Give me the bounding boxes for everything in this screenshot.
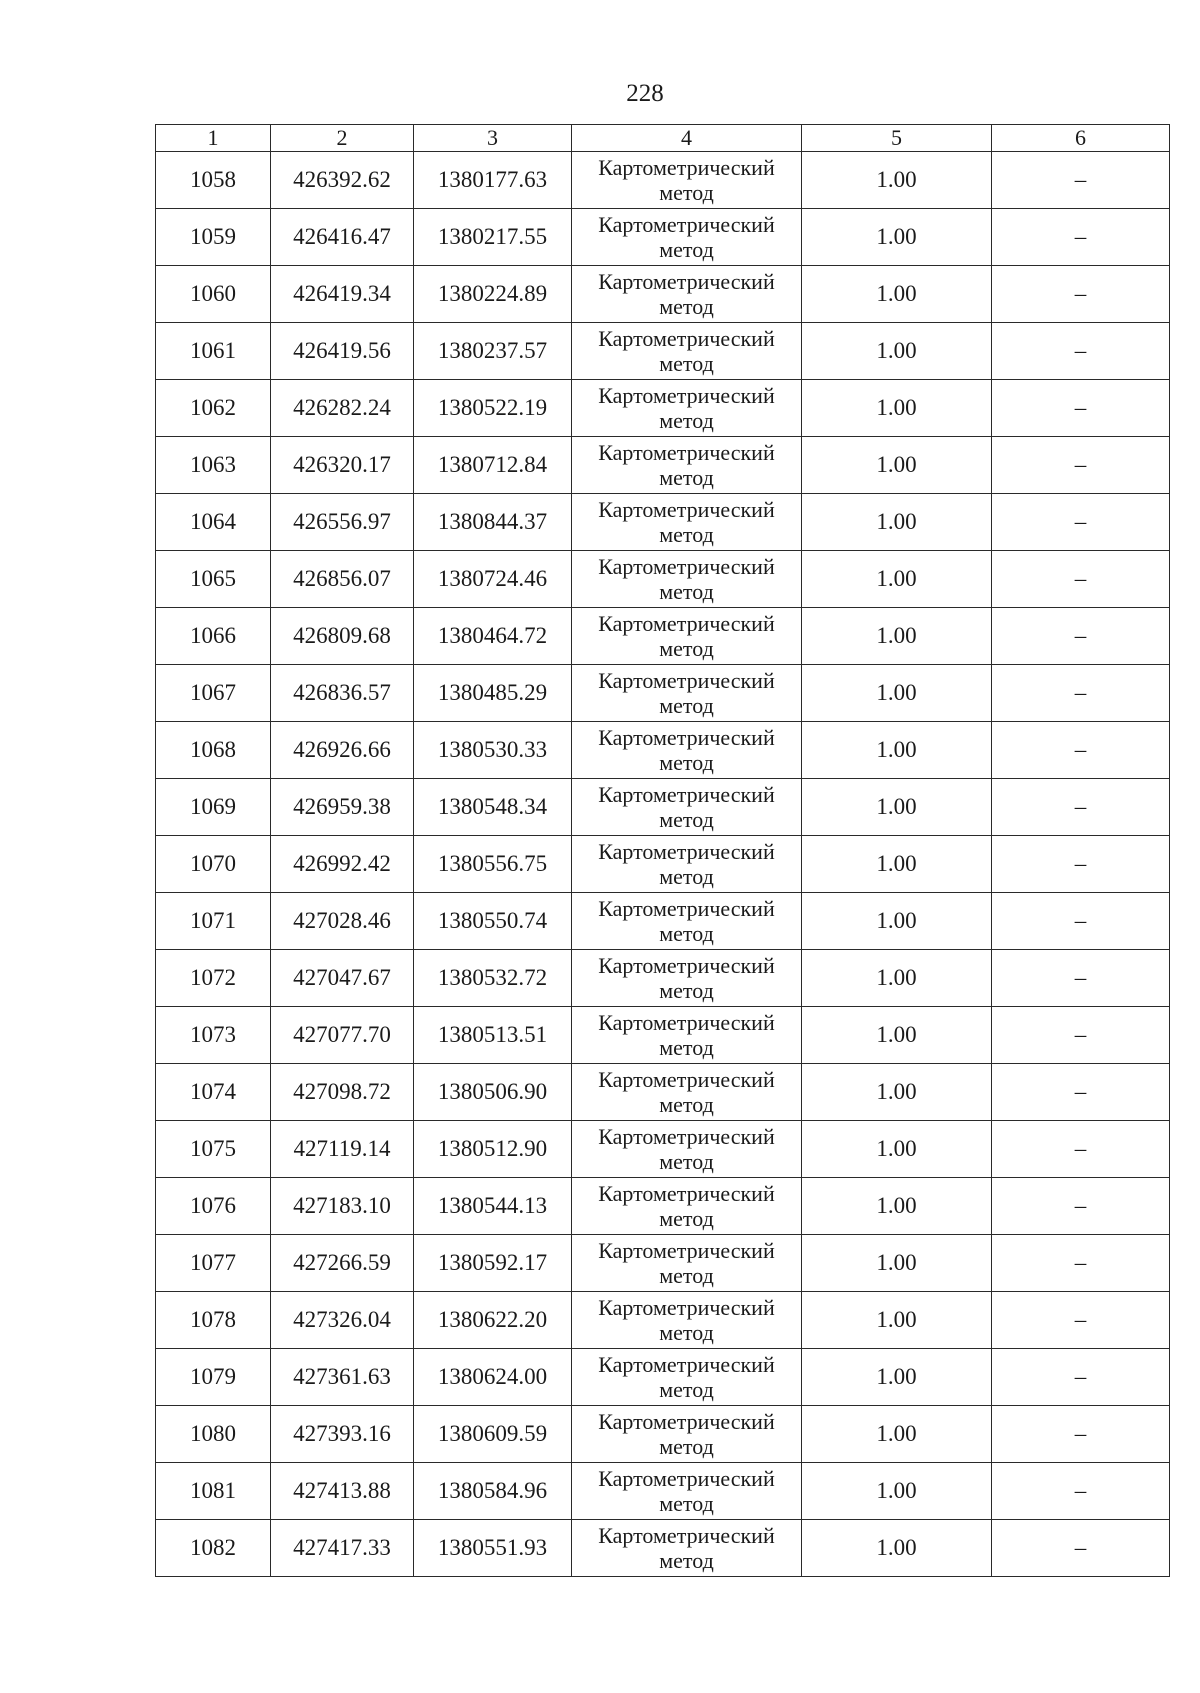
y-coordinate-cell: 1380592.17: [414, 1235, 572, 1292]
method-cell: [572, 152, 802, 209]
point-number-cell: 1072: [156, 950, 271, 1007]
point-number-cell: 1060: [156, 266, 271, 323]
note-cell: –: [992, 779, 1170, 836]
point-number-cell: 1068: [156, 722, 271, 779]
y-coordinate-cell: 1380584.96: [414, 1463, 572, 1520]
method-line-1: Картометрический: [598, 554, 775, 579]
y-coordinate-cell: 1380224.89: [414, 266, 572, 323]
note-cell: –: [992, 1520, 1170, 1577]
note-cell: –: [992, 323, 1170, 380]
note-cell: –: [992, 1235, 1170, 1292]
table-row: [156, 1235, 1170, 1292]
column-header: 4: [572, 125, 802, 152]
point-number-cell: 1065: [156, 551, 271, 608]
point-number-cell: 1069: [156, 779, 271, 836]
y-coordinate-cell: 1380551.93: [414, 1520, 572, 1577]
accuracy-cell: 1.00: [802, 665, 992, 722]
method-line-2: метод: [659, 750, 714, 775]
column-header: 2: [271, 125, 414, 152]
method-line-2: метод: [659, 1035, 714, 1060]
method-cell: [572, 893, 802, 950]
x-coordinate-cell: 426419.34: [271, 266, 414, 323]
method-line-2: метод: [659, 1320, 714, 1345]
note-cell: –: [992, 437, 1170, 494]
table-row: [156, 1064, 1170, 1121]
x-coordinate-cell: 426419.56: [271, 323, 414, 380]
method-line-1: Картометрический: [598, 668, 775, 693]
x-coordinate-cell: 427326.04: [271, 1292, 414, 1349]
accuracy-cell: 1.00: [802, 836, 992, 893]
table-row: [156, 380, 1170, 437]
table-row: [156, 836, 1170, 893]
accuracy-cell: 1.00: [802, 380, 992, 437]
note-cell: –: [992, 950, 1170, 1007]
point-number-cell: 1061: [156, 323, 271, 380]
point-number-cell: 1078: [156, 1292, 271, 1349]
method-cell: [572, 380, 802, 437]
method-line-1: Картометрический: [598, 1523, 775, 1548]
x-coordinate-cell: 426392.62: [271, 152, 414, 209]
method-line-1: Картометрический: [598, 1010, 775, 1035]
method-line-1: Картометрический: [598, 725, 775, 750]
method-cell: [572, 836, 802, 893]
note-cell: –: [992, 1292, 1170, 1349]
accuracy-cell: 1.00: [802, 1064, 992, 1121]
method-cell: [572, 1064, 802, 1121]
accuracy-cell: 1.00: [802, 266, 992, 323]
method-cell: [572, 722, 802, 779]
method-line-1: Картометрический: [598, 1295, 775, 1320]
method-cell: [572, 209, 802, 266]
note-cell: –: [992, 1064, 1170, 1121]
y-coordinate-cell: 1380512.90: [414, 1121, 572, 1178]
method-line-1: Картометрический: [598, 839, 775, 864]
point-number-cell: 1079: [156, 1349, 271, 1406]
y-coordinate-cell: 1380530.33: [414, 722, 572, 779]
point-number-cell: 1071: [156, 893, 271, 950]
method-line-1: Картометрический: [598, 1181, 775, 1206]
table-row: [156, 494, 1170, 551]
x-coordinate-cell: 426992.42: [271, 836, 414, 893]
point-number-cell: 1081: [156, 1463, 271, 1520]
method-cell: [572, 1349, 802, 1406]
accuracy-cell: 1.00: [802, 323, 992, 380]
method-line-1: Картометрический: [598, 782, 775, 807]
method-line-2: метод: [659, 921, 714, 946]
y-coordinate-cell: 1380532.72: [414, 950, 572, 1007]
x-coordinate-cell: 426556.97: [271, 494, 414, 551]
method-line-1: Картометрический: [598, 1352, 775, 1377]
x-coordinate-cell: 426836.57: [271, 665, 414, 722]
table-row: [156, 266, 1170, 323]
column-header: 6: [992, 125, 1170, 152]
method-line-2: метод: [659, 465, 714, 490]
point-number-cell: 1058: [156, 152, 271, 209]
y-coordinate-cell: 1380548.34: [414, 779, 572, 836]
point-number-cell: 1073: [156, 1007, 271, 1064]
method-line-1: Картометрический: [598, 326, 775, 351]
x-coordinate-cell: 426809.68: [271, 608, 414, 665]
method-cell: [572, 437, 802, 494]
y-coordinate-cell: 1380622.20: [414, 1292, 572, 1349]
point-number-cell: 1075: [156, 1121, 271, 1178]
method-line-2: метод: [659, 1149, 714, 1174]
point-number-cell: 1066: [156, 608, 271, 665]
table-row: [156, 722, 1170, 779]
accuracy-cell: 1.00: [802, 608, 992, 665]
method-line-1: Картометрический: [598, 953, 775, 978]
x-coordinate-cell: 426926.66: [271, 722, 414, 779]
method-line-2: метод: [659, 1377, 714, 1402]
table-row: [156, 665, 1170, 722]
note-cell: –: [992, 665, 1170, 722]
table-row: [156, 608, 1170, 665]
accuracy-cell: 1.00: [802, 209, 992, 266]
accuracy-cell: 1.00: [802, 494, 992, 551]
method-cell: [572, 1463, 802, 1520]
note-cell: –: [992, 494, 1170, 551]
x-coordinate-cell: 426959.38: [271, 779, 414, 836]
accuracy-cell: 1.00: [802, 1292, 992, 1349]
method-line-2: метод: [659, 1263, 714, 1288]
method-line-1: Картометрический: [598, 269, 775, 294]
method-line-1: Картометрический: [598, 1238, 775, 1263]
x-coordinate-cell: 427028.46: [271, 893, 414, 950]
method-cell: [572, 665, 802, 722]
note-cell: –: [992, 608, 1170, 665]
method-cell: [572, 323, 802, 380]
note-cell: –: [992, 722, 1170, 779]
y-coordinate-cell: 1380844.37: [414, 494, 572, 551]
accuracy-cell: 1.00: [802, 893, 992, 950]
y-coordinate-cell: 1380513.51: [414, 1007, 572, 1064]
note-cell: –: [992, 836, 1170, 893]
y-coordinate-cell: 1380724.46: [414, 551, 572, 608]
method-line-2: метод: [659, 1092, 714, 1117]
method-line-2: метод: [659, 408, 714, 433]
method-line-2: метод: [659, 351, 714, 376]
accuracy-cell: 1.00: [802, 1121, 992, 1178]
accuracy-cell: 1.00: [802, 1007, 992, 1064]
y-coordinate-cell: 1380485.29: [414, 665, 572, 722]
method-line-2: метод: [659, 807, 714, 832]
method-line-2: метод: [659, 522, 714, 547]
point-number-cell: 1070: [156, 836, 271, 893]
accuracy-cell: 1.00: [802, 1178, 992, 1235]
method-cell: [572, 1520, 802, 1577]
point-number-cell: 1082: [156, 1520, 271, 1577]
column-header: 1: [156, 125, 271, 152]
method-line-2: метод: [659, 864, 714, 889]
table-row: [156, 893, 1170, 950]
method-line-2: метод: [659, 1206, 714, 1231]
method-line-1: Картометрический: [598, 440, 775, 465]
table-row: [156, 323, 1170, 380]
table-body: [156, 125, 1170, 1577]
method-line-1: Картометрический: [598, 497, 775, 522]
method-cell: [572, 608, 802, 665]
method-line-1: Картометрический: [598, 212, 775, 237]
y-coordinate-cell: 1380556.75: [414, 836, 572, 893]
accuracy-cell: 1.00: [802, 437, 992, 494]
method-cell: [572, 266, 802, 323]
method-line-2: метод: [659, 636, 714, 661]
x-coordinate-cell: 427417.33: [271, 1520, 414, 1577]
y-coordinate-cell: 1380177.63: [414, 152, 572, 209]
x-coordinate-cell: 427077.70: [271, 1007, 414, 1064]
x-coordinate-cell: 426320.17: [271, 437, 414, 494]
note-cell: –: [992, 380, 1170, 437]
accuracy-cell: 1.00: [802, 1406, 992, 1463]
method-line-1: Картометрический: [598, 896, 775, 921]
accuracy-cell: 1.00: [802, 152, 992, 209]
y-coordinate-cell: 1380217.55: [414, 209, 572, 266]
accuracy-cell: 1.00: [802, 950, 992, 1007]
y-coordinate-cell: 1380609.59: [414, 1406, 572, 1463]
method-cell: [572, 1121, 802, 1178]
table-row: [156, 950, 1170, 1007]
point-number-cell: 1080: [156, 1406, 271, 1463]
point-number-cell: 1063: [156, 437, 271, 494]
method-line-2: метод: [659, 1434, 714, 1459]
method-cell: [572, 950, 802, 1007]
table-row: [156, 1463, 1170, 1520]
note-cell: –: [992, 266, 1170, 323]
x-coordinate-cell: 426416.47: [271, 209, 414, 266]
method-line-1: Картометрический: [598, 1067, 775, 1092]
x-coordinate-cell: 427361.63: [271, 1349, 414, 1406]
column-header: 5: [802, 125, 992, 152]
accuracy-cell: 1.00: [802, 722, 992, 779]
y-coordinate-cell: 1380550.74: [414, 893, 572, 950]
method-line-2: метод: [659, 693, 714, 718]
method-line-2: метод: [659, 1491, 714, 1516]
method-cell: [572, 1178, 802, 1235]
method-cell: [572, 1235, 802, 1292]
coordinates-table: [155, 124, 1170, 1577]
x-coordinate-cell: 427119.14: [271, 1121, 414, 1178]
y-coordinate-cell: 1380237.57: [414, 323, 572, 380]
x-coordinate-cell: 427047.67: [271, 950, 414, 1007]
table-row: [156, 152, 1170, 209]
method-line-2: метод: [659, 978, 714, 1003]
table-row: [156, 1520, 1170, 1577]
point-number-cell: 1064: [156, 494, 271, 551]
method-cell: [572, 494, 802, 551]
note-cell: –: [992, 1406, 1170, 1463]
y-coordinate-cell: 1380624.00: [414, 1349, 572, 1406]
method-line-1: Картометрический: [598, 1124, 775, 1149]
x-coordinate-cell: 426282.24: [271, 380, 414, 437]
method-line-1: Картометрический: [598, 155, 775, 180]
method-cell: [572, 1292, 802, 1349]
method-line-2: метод: [659, 237, 714, 262]
method-cell: [572, 1007, 802, 1064]
note-cell: –: [992, 1121, 1170, 1178]
accuracy-cell: 1.00: [802, 1235, 992, 1292]
method-cell: [572, 779, 802, 836]
x-coordinate-cell: 427098.72: [271, 1064, 414, 1121]
table-row: [156, 437, 1170, 494]
table-row: [156, 779, 1170, 836]
accuracy-cell: 1.00: [802, 779, 992, 836]
point-number-cell: 1074: [156, 1064, 271, 1121]
y-coordinate-cell: 1380544.13: [414, 1178, 572, 1235]
point-number-cell: 1062: [156, 380, 271, 437]
note-cell: –: [992, 1178, 1170, 1235]
method-line-2: метод: [659, 180, 714, 205]
method-cell: [572, 1406, 802, 1463]
column-number-row: [156, 125, 1170, 152]
x-coordinate-cell: 427413.88: [271, 1463, 414, 1520]
y-coordinate-cell: 1380464.72: [414, 608, 572, 665]
x-coordinate-cell: 427393.16: [271, 1406, 414, 1463]
y-coordinate-cell: 1380522.19: [414, 380, 572, 437]
note-cell: –: [992, 893, 1170, 950]
method-line-2: метод: [659, 579, 714, 604]
point-number-cell: 1059: [156, 209, 271, 266]
x-coordinate-cell: 426856.07: [271, 551, 414, 608]
method-cell: [572, 551, 802, 608]
x-coordinate-cell: 427183.10: [271, 1178, 414, 1235]
note-cell: –: [992, 1463, 1170, 1520]
point-number-cell: 1067: [156, 665, 271, 722]
note-cell: –: [992, 1349, 1170, 1406]
point-number-cell: 1077: [156, 1235, 271, 1292]
method-line-1: Картометрический: [598, 611, 775, 636]
table-row: [156, 1349, 1170, 1406]
y-coordinate-cell: 1380712.84: [414, 437, 572, 494]
method-line-2: метод: [659, 294, 714, 319]
note-cell: –: [992, 152, 1170, 209]
note-cell: –: [992, 551, 1170, 608]
table-row: [156, 551, 1170, 608]
x-coordinate-cell: 427266.59: [271, 1235, 414, 1292]
method-line-1: Картометрический: [598, 1409, 775, 1434]
table-row: [156, 1292, 1170, 1349]
accuracy-cell: 1.00: [802, 1463, 992, 1520]
table-row: [156, 1007, 1170, 1064]
table-row: [156, 1406, 1170, 1463]
table-row: [156, 1121, 1170, 1178]
note-cell: –: [992, 209, 1170, 266]
accuracy-cell: 1.00: [802, 1520, 992, 1577]
accuracy-cell: 1.00: [802, 1349, 992, 1406]
table-row: [156, 209, 1170, 266]
column-header: 3: [414, 125, 572, 152]
method-line-1: Картометрический: [598, 383, 775, 408]
note-cell: –: [992, 1007, 1170, 1064]
method-line-2: метод: [659, 1548, 714, 1573]
point-number-cell: 1076: [156, 1178, 271, 1235]
accuracy-cell: 1.00: [802, 551, 992, 608]
y-coordinate-cell: 1380506.90: [414, 1064, 572, 1121]
method-line-1: Картометрический: [598, 1466, 775, 1491]
table-row: [156, 1178, 1170, 1235]
page-number: 228: [626, 80, 664, 107]
